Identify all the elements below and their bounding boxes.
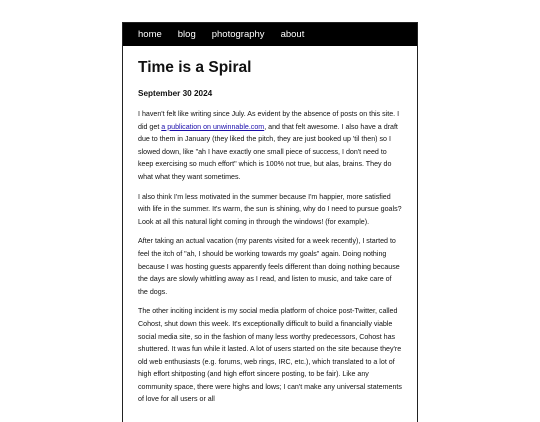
paragraph-text: , and that felt awesome. I also have a draft due to them in January (they liked the pitch, they are just booked up 'til then) so I slowed down, like "ah I have exactly one small piece of success, I don't need to keep exercising so much effort" which is 100% not true, but alas, brains. They do what what they want sometimes. (138, 122, 398, 181)
post-paragraph-3: After taking an actual vacation (my parents visited for a week recently), I started to feel the itch of "ah, I should be working towards my goals" again. Doing nothing because I was hosting guests apparently feels different than doing nothing because the days are slowly whittling away as I read, and listen to music, and take care of the dogs. (138, 237, 400, 296)
nav-about-link[interactable]: about (280, 29, 305, 40)
post-date: September 30 2024 (138, 89, 213, 98)
post-paragraph-4: The other inciting incident is my social media platform of choice post-Twitter, called Cohost, shut down this week. It's exceptionally difficult to build a financially viable social media site, so in the fashion of many less worthy predecessors, Cohost has shuttered. It was fun while it lasted. A lot of users started on the site because they're old web enthusiasts (e.g. forums, web rings, IRC, etc.), which translated to a lot of high effort shitposting (and high effort sincere posting, to be fair). Like any community space, there were highs and lows; I can't make any universal statements of love for all users or all (138, 307, 402, 404)
nav-home-link[interactable]: home (138, 29, 162, 40)
nav-blog-link[interactable]: blog (177, 29, 196, 40)
post-title: Time is a Spiral (138, 59, 252, 76)
publication-link[interactable]: a publication on unwinnable.com (161, 122, 265, 131)
page-frame (122, 22, 418, 422)
post-paragraph-2: I also think I'm less motivated in the summer because I'm happier, more satisfied with life in the summer. It's warm, the sun is shining, why do I need to pursue goals? Look at all this natural light coming in through the windows! (for example). (138, 192, 402, 226)
post-paragraph-1 (138, 108, 402, 184)
post-content (123, 46, 417, 406)
top-nav (123, 23, 417, 46)
paragraph-text: I haven't felt like writing since July. As evident by the absence of posts on this site. I did get (138, 110, 400, 131)
nav-photography-link[interactable]: photography (211, 29, 265, 40)
